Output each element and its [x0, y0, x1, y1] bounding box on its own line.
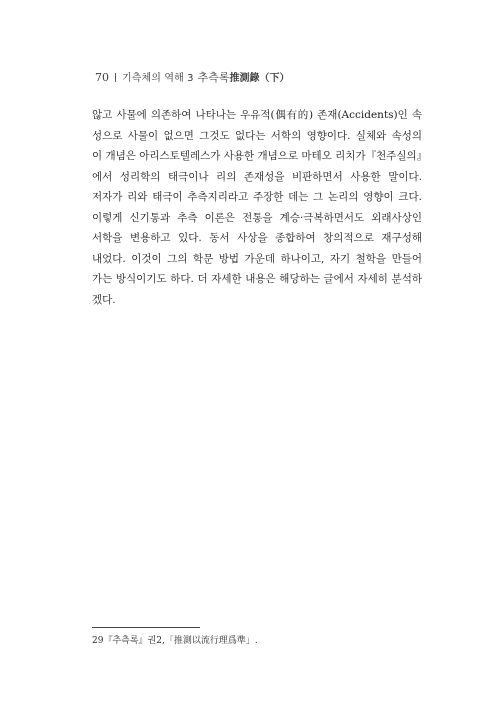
body-line: 저자가 리와 태극이 추측지리라고 주장한 데는 그 논리의 영향이 크다. [92, 191, 422, 203]
body-line: 에서 성리학의 태극이나 리의 존재성을 비판하면서 사용한 말이다. [92, 170, 422, 183]
book-title: 기측체의 역해 3 [122, 73, 194, 84]
body-line: 성으로 사물이 없으면 그것도 없다는 서학의 영향이다. 실체와 속성의 [92, 129, 422, 142]
chapter-title-korean: 추측록 [197, 71, 230, 84]
footnote-divider [92, 627, 200, 628]
chapter-title-hanja: 推測錄（下） [229, 73, 290, 84]
body-line: 내었다. 이것이 그의 학문 방법 가운데 하나이고, 자기 철학을 만들어 [92, 252, 422, 265]
body-line: 이 개념은 아리스토텔레스가 사용한 개념으로 마테오 리치가『천주실의』 [92, 150, 428, 162]
body-line: 서학을 변용하고 있다. 동서 사상을 종합하여 창의적으로 재구성해 [92, 232, 422, 244]
footnote: 29『추측록』권2,「推測以流行理爲準」. [92, 636, 258, 646]
chapter-title [198, 69, 290, 85]
body-paragraph [92, 105, 428, 310]
body-line: 이렇게 신기통과 추측 이론은 전통을 계승·극복하면서도 외래사상인 [92, 211, 422, 224]
page-number: 70 [95, 71, 109, 84]
running-header [95, 69, 415, 87]
body-line: 겠다. [92, 293, 116, 306]
body-line: 않고 사물에 의존하여 나타나는 우유적(偶有的) 존재(Accidents)인 속 [92, 109, 422, 121]
body-line: 가는 방식이기도 하다. 더 자세한 내용은 해당하는 글에서 자세히 분석하 [92, 273, 422, 285]
header-separator [115, 73, 116, 82]
